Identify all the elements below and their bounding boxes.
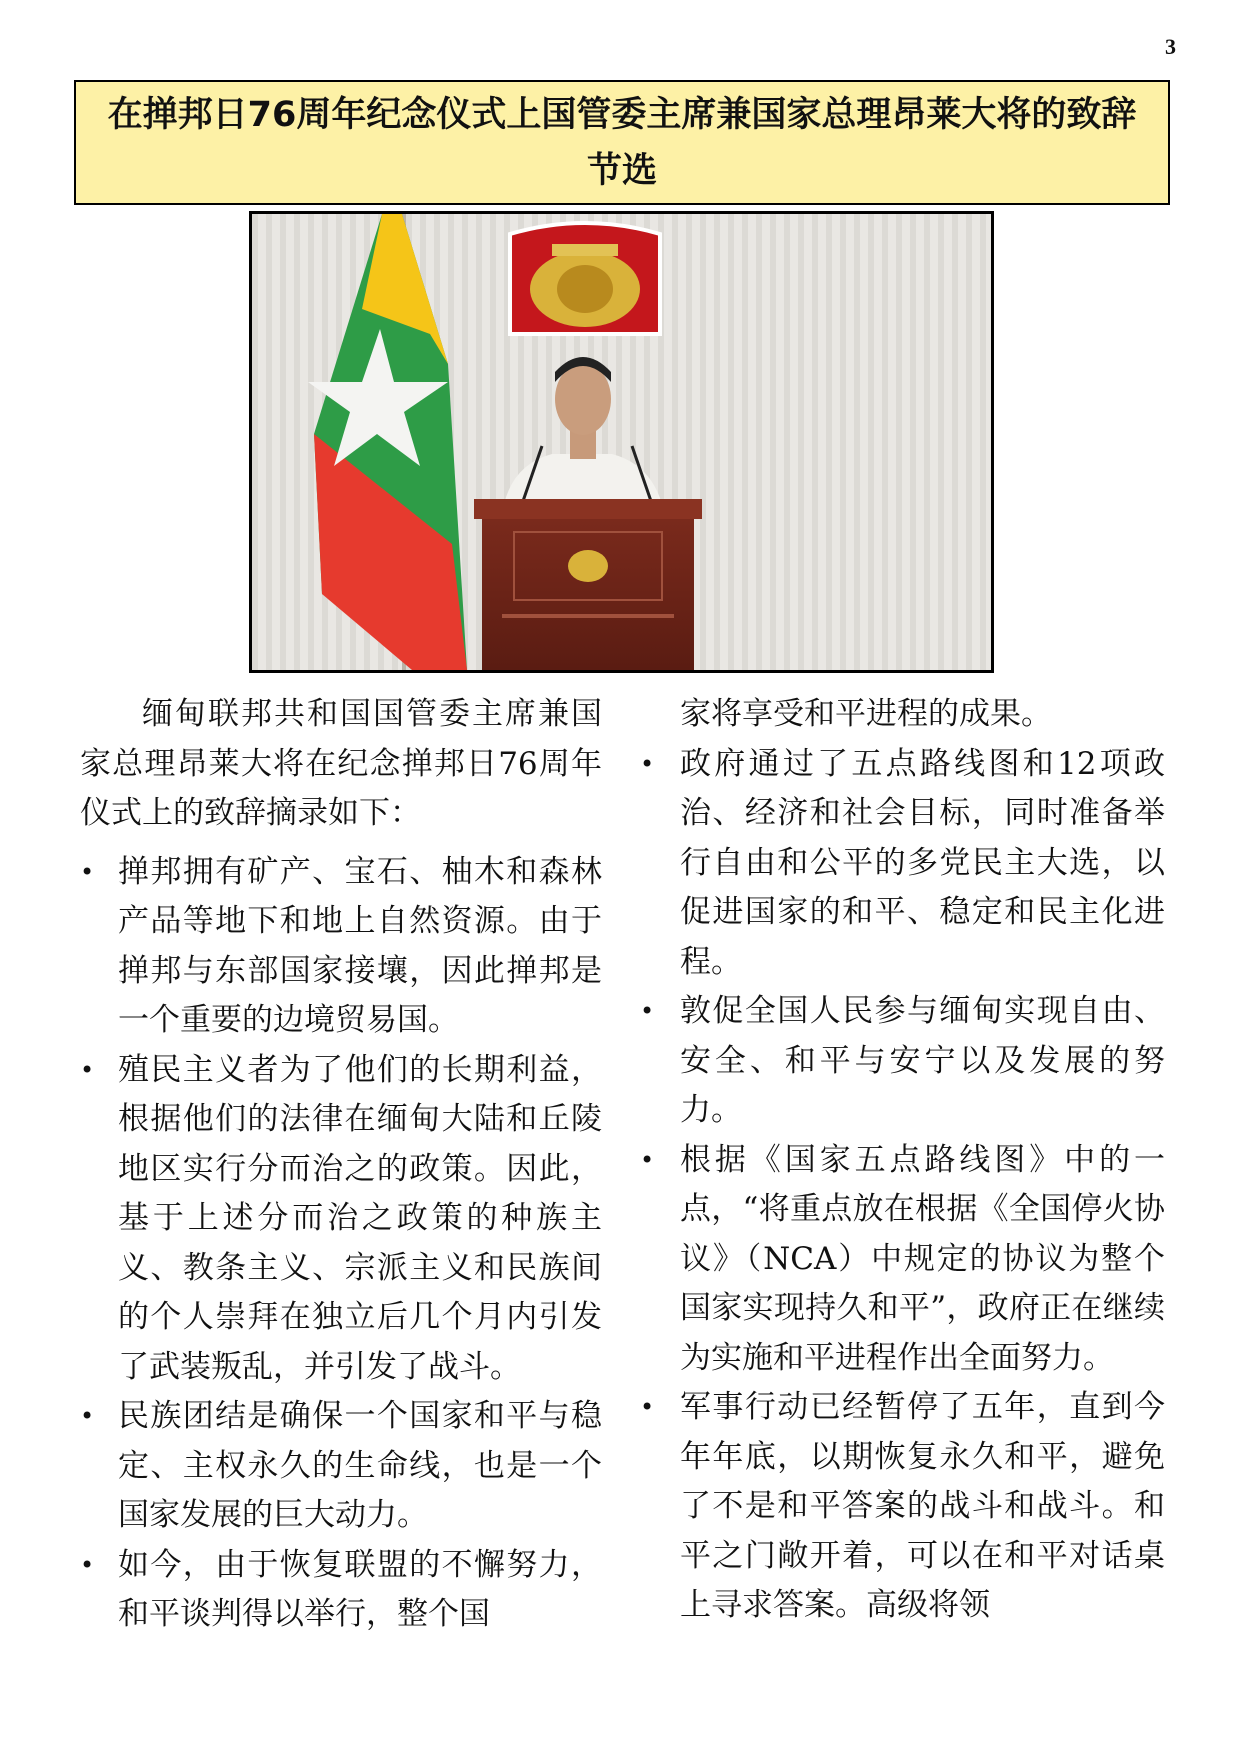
page-number: 3 bbox=[1165, 34, 1176, 59]
right-bullet-list bbox=[640, 690, 1165, 1631]
title-box bbox=[74, 80, 1170, 205]
list-item: • 民族团结是确保一个国家和平与稳定、主权永久的生命线，也是一个国家发展的巨大动力。 bbox=[80, 1392, 602, 1541]
speech-photo bbox=[249, 211, 994, 673]
speech-photo-illustration bbox=[252, 214, 991, 670]
list-item: • 掸邦拥有矿产、宝石、柚木和森林产品等地下和地上自然资源。由于掸邦与东部国家接壤，因此掸邦是一个重要的边境贸易国。 bbox=[80, 848, 602, 1046]
list-item: • 殖民主义者为了他们的长期利益，根据他们的法律在缅甸大陆和丘陵地区实行分而治之的政策。因此，基于上述分而治之政策的种族主义、教条主义、宗派主义和民族间的个人崇拜在独立后几个月内引发了武装叛乱，并引发了战斗。 bbox=[80, 1046, 602, 1393]
left-column bbox=[80, 690, 602, 1640]
left-bullet-list bbox=[80, 848, 602, 1640]
list-item: • 政府通过了五点路线图和12项政治、经济和社会目标，同时准备举行自由和公平的多党民主大选，以促进国家的和平、稳定和民主化进程。 bbox=[640, 740, 1165, 988]
state-emblem bbox=[510, 223, 660, 334]
list-item: • 如今，由于恢复联盟的不懈努力，和平谈判得以举行，整个国 bbox=[80, 1541, 602, 1640]
list-item: • 敦促全国人民参与缅甸实现自由、安全、和平与安宁以及发展的努力。 bbox=[640, 987, 1165, 1136]
list-item: • 根据《国家五点路线图》中的一点，“将重点放在根据《全国停火协议》（NCA）中规定的协议为整个国家实现持久和平”，政府正在继续为实施和平进程作出全面努力。 bbox=[640, 1136, 1165, 1384]
list-item: • 军事行动已经暂停了五年，直到今年年底，以期恢复永久和平，避免了不是和平答案的战斗和战斗。和平之门敞开着，可以在和平对话桌上寻求答案。高级将领 bbox=[640, 1383, 1165, 1631]
intro-paragraph: 缅甸联邦共和国国管委主席兼国家总理昂莱大将在纪念掸邦日76周年仪式上的致辞摘录如下： bbox=[80, 696, 602, 831]
right-column bbox=[640, 690, 1165, 1631]
podium bbox=[474, 499, 702, 670]
list-item-continuation: 家将享受和平进程的成果。 bbox=[680, 696, 1052, 732]
article-title: 在掸邦日76周年纪念仪式上国管委主席兼国家总理昂莱大将的致辞节选 bbox=[107, 94, 1137, 191]
